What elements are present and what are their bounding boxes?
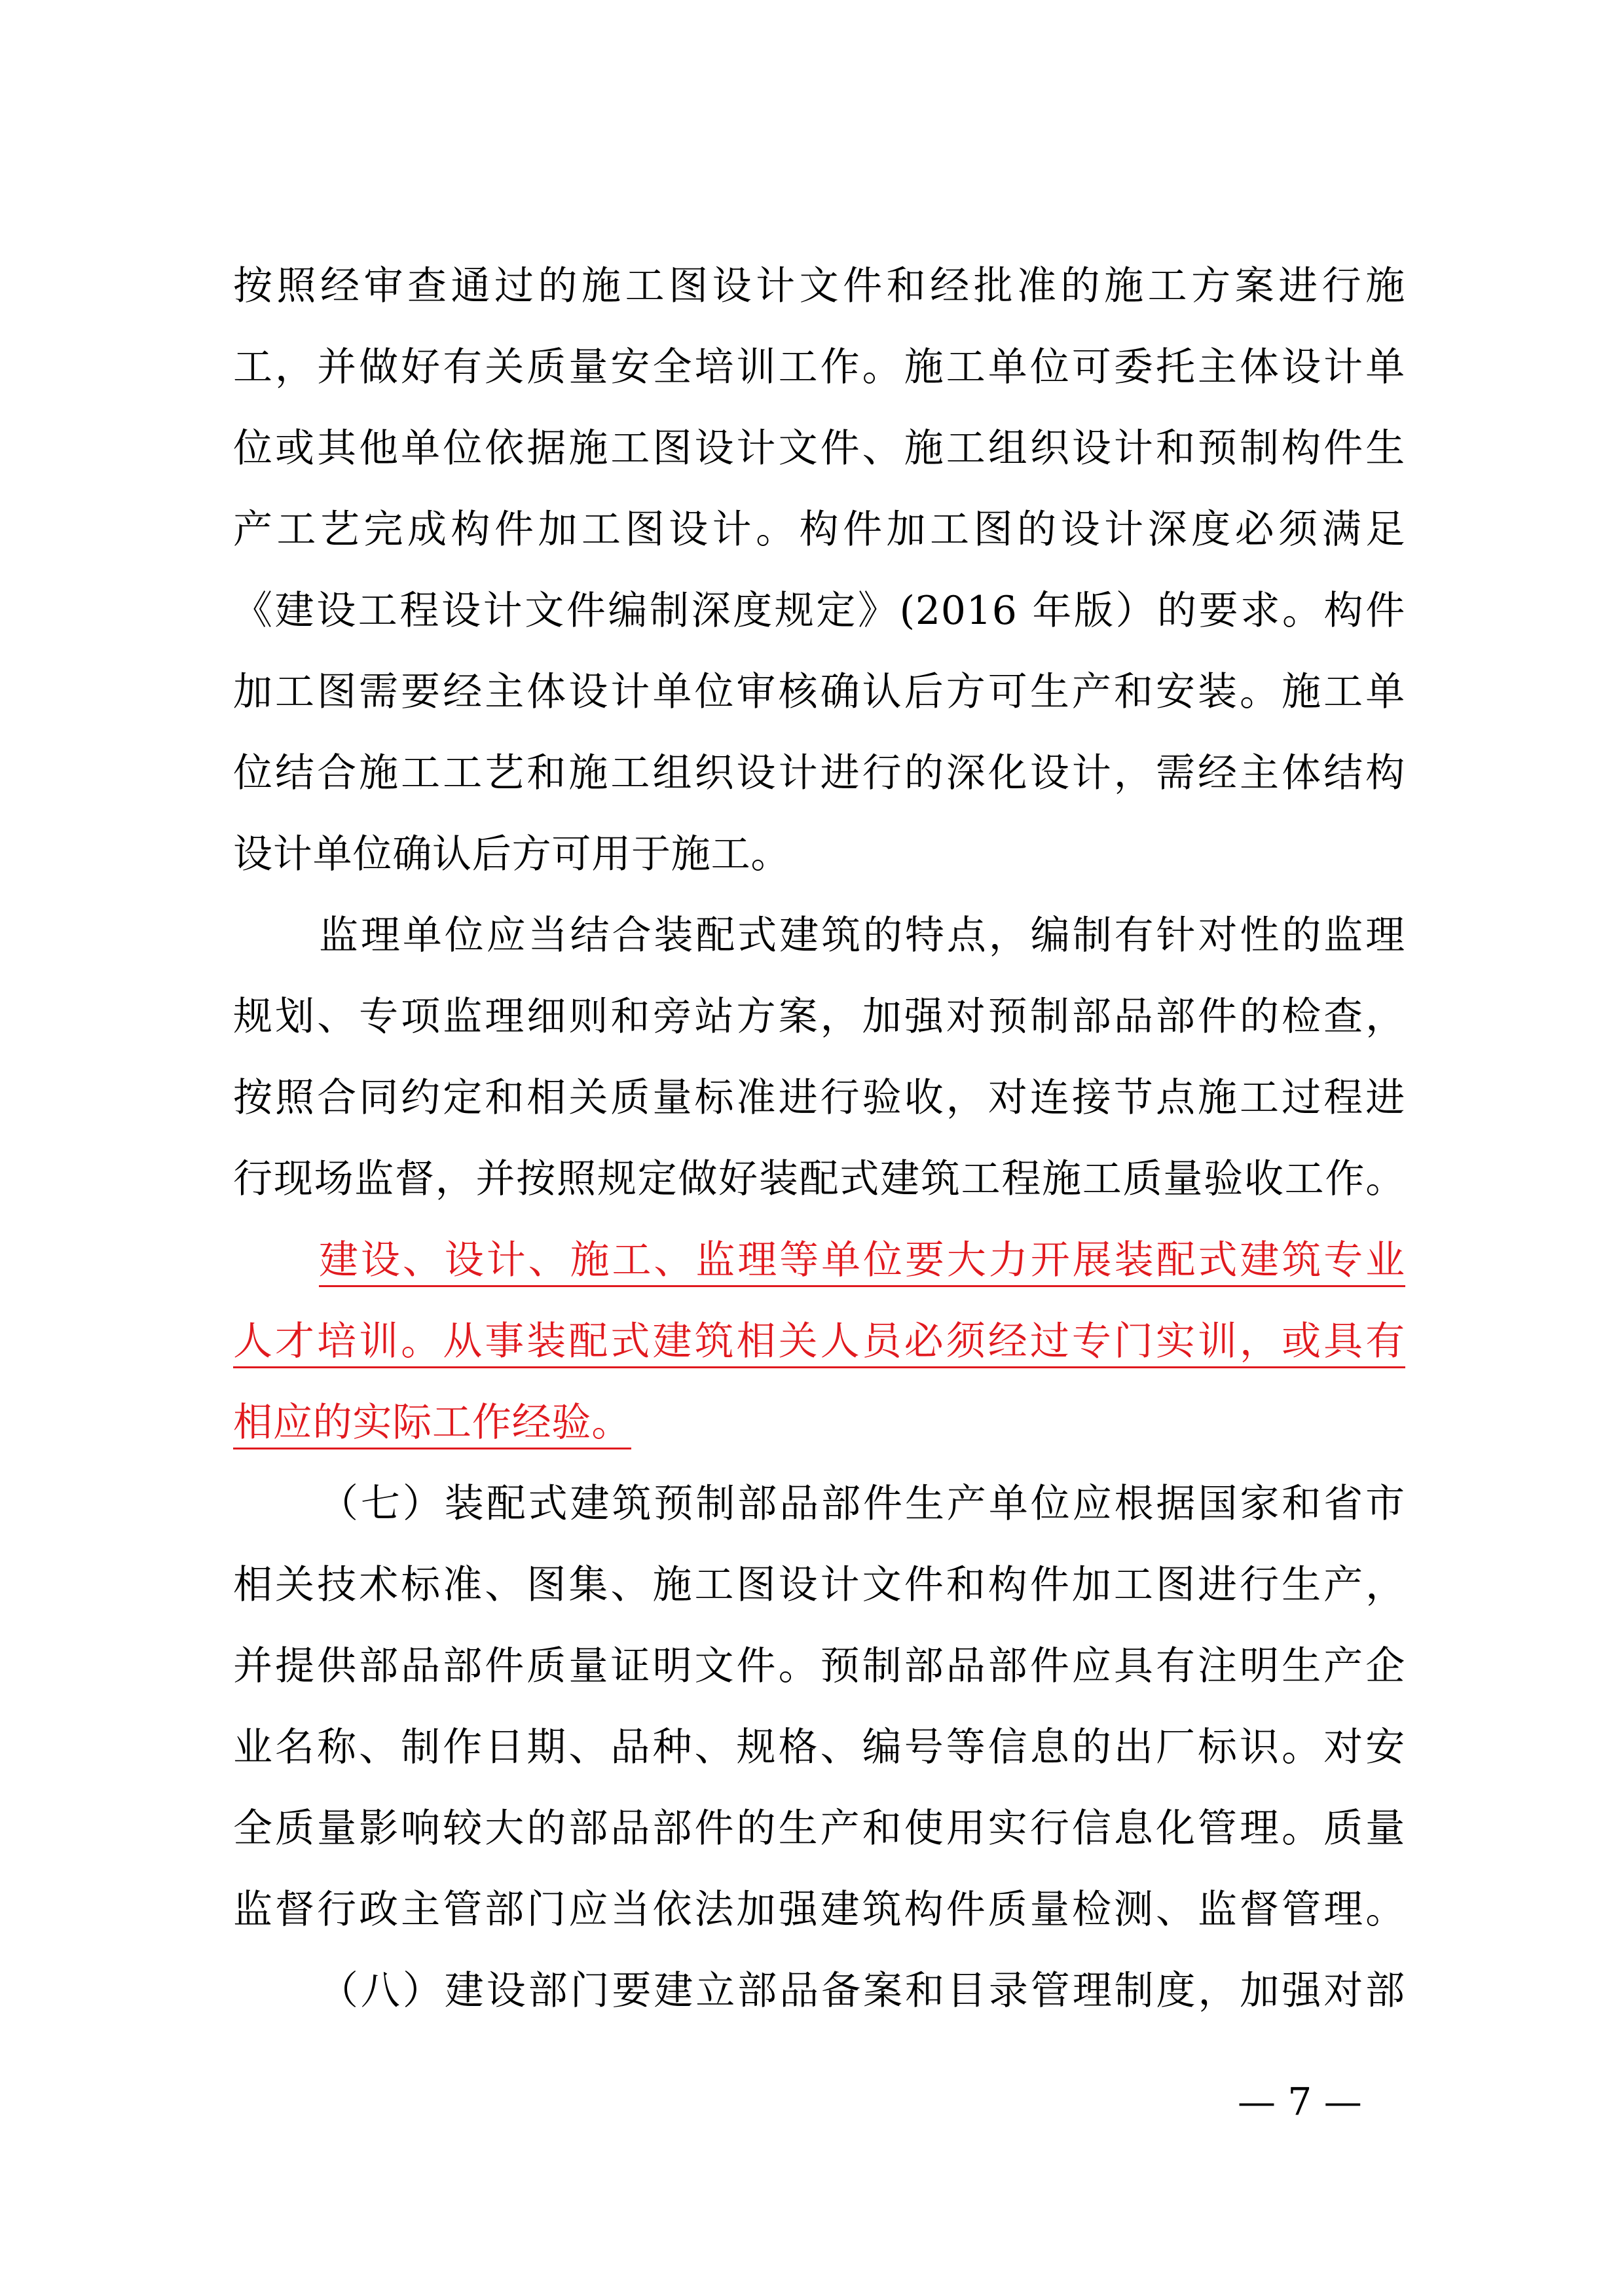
text-line: 规划、专项监理细则和旁站方案，加强对预制部品部件的检查，	[233, 994, 1405, 1040]
paragraph	[233, 246, 1405, 895]
underlined-text: 人才培训。从事装配式建筑相关人员必须经过专门实训，或具有	[233, 1319, 1405, 1364]
text-line: 按照经审查通过的施工图设计文件和经批准的施工方案进行施	[233, 263, 1405, 309]
text-line: 设计单位确认后方可用于施工。	[233, 831, 791, 877]
text-line: 监督行政主管部门应当依法加强建筑构件质量检测、监督管理。	[233, 1887, 1405, 1933]
text-line	[233, 1382, 1405, 1463]
body-text	[233, 246, 1405, 2032]
text-line: 位结合施工工艺和施工组织设计进行的深化设计，需经主体结构	[233, 750, 1405, 796]
text-line: 位或其他单位依据施工图设计文件、施工组织设计和预制构件生	[233, 426, 1405, 471]
text-line: 相关技术标准、图集、施工图设计文件和构件加工图进行生产，	[233, 1562, 1405, 1608]
text-line	[233, 1301, 1405, 1382]
text-line: 工，并做好有关质量安全培训工作。施工单位可委托主体设计单	[233, 344, 1405, 390]
underlined-text: 相应的实际工作经验。	[233, 1400, 631, 1446]
highlighted-paragraph	[233, 1220, 1405, 1463]
text-line: 产工艺完成构件加工图设计。构件加工图的设计深度必须满足	[233, 507, 1405, 553]
text-line: 《建设工程设计文件编制深度规定》(2016 年版）的要求。构件	[233, 588, 1405, 634]
text-line: 加工图需要经主体设计单位审核确认后方可生产和安装。施工单	[233, 669, 1405, 715]
text-line	[233, 1220, 1405, 1301]
paragraph	[233, 1463, 1405, 1950]
underlined-text: 建设、设计、施工、监理等单位要大力开展装配式建筑专业	[319, 1237, 1405, 1283]
text-line: （八）建设部门要建立部品备案和目录管理制度，加强对部	[319, 1968, 1405, 2014]
paragraph	[233, 895, 1405, 1220]
text-line: （七）装配式建筑预制部品部件生产单位应根据国家和省市	[319, 1481, 1405, 1527]
paragraph	[233, 1950, 1405, 2032]
text-line: 监理单位应当结合装配式建筑的特点，编制有针对性的监理	[319, 913, 1405, 958]
text-line: 业名称、制作日期、品种、规格、编号等信息的出厂标识。对安	[233, 1724, 1405, 1770]
text-line: 并提供部品部件质量证明文件。预制部品部件应具有注明生产企	[233, 1643, 1405, 1689]
page-number: — 7 —	[1238, 2079, 1362, 2124]
text-line: 按照合同约定和相关质量标准进行验收，对连接节点施工过程进	[233, 1075, 1405, 1121]
text-line: 全质量影响较大的部品部件的生产和使用实行信息化管理。质量	[233, 1806, 1405, 1851]
text-line: 行现场监督，并按照规定做好装配式建筑工程施工质量验收工作。	[233, 1156, 1405, 1202]
